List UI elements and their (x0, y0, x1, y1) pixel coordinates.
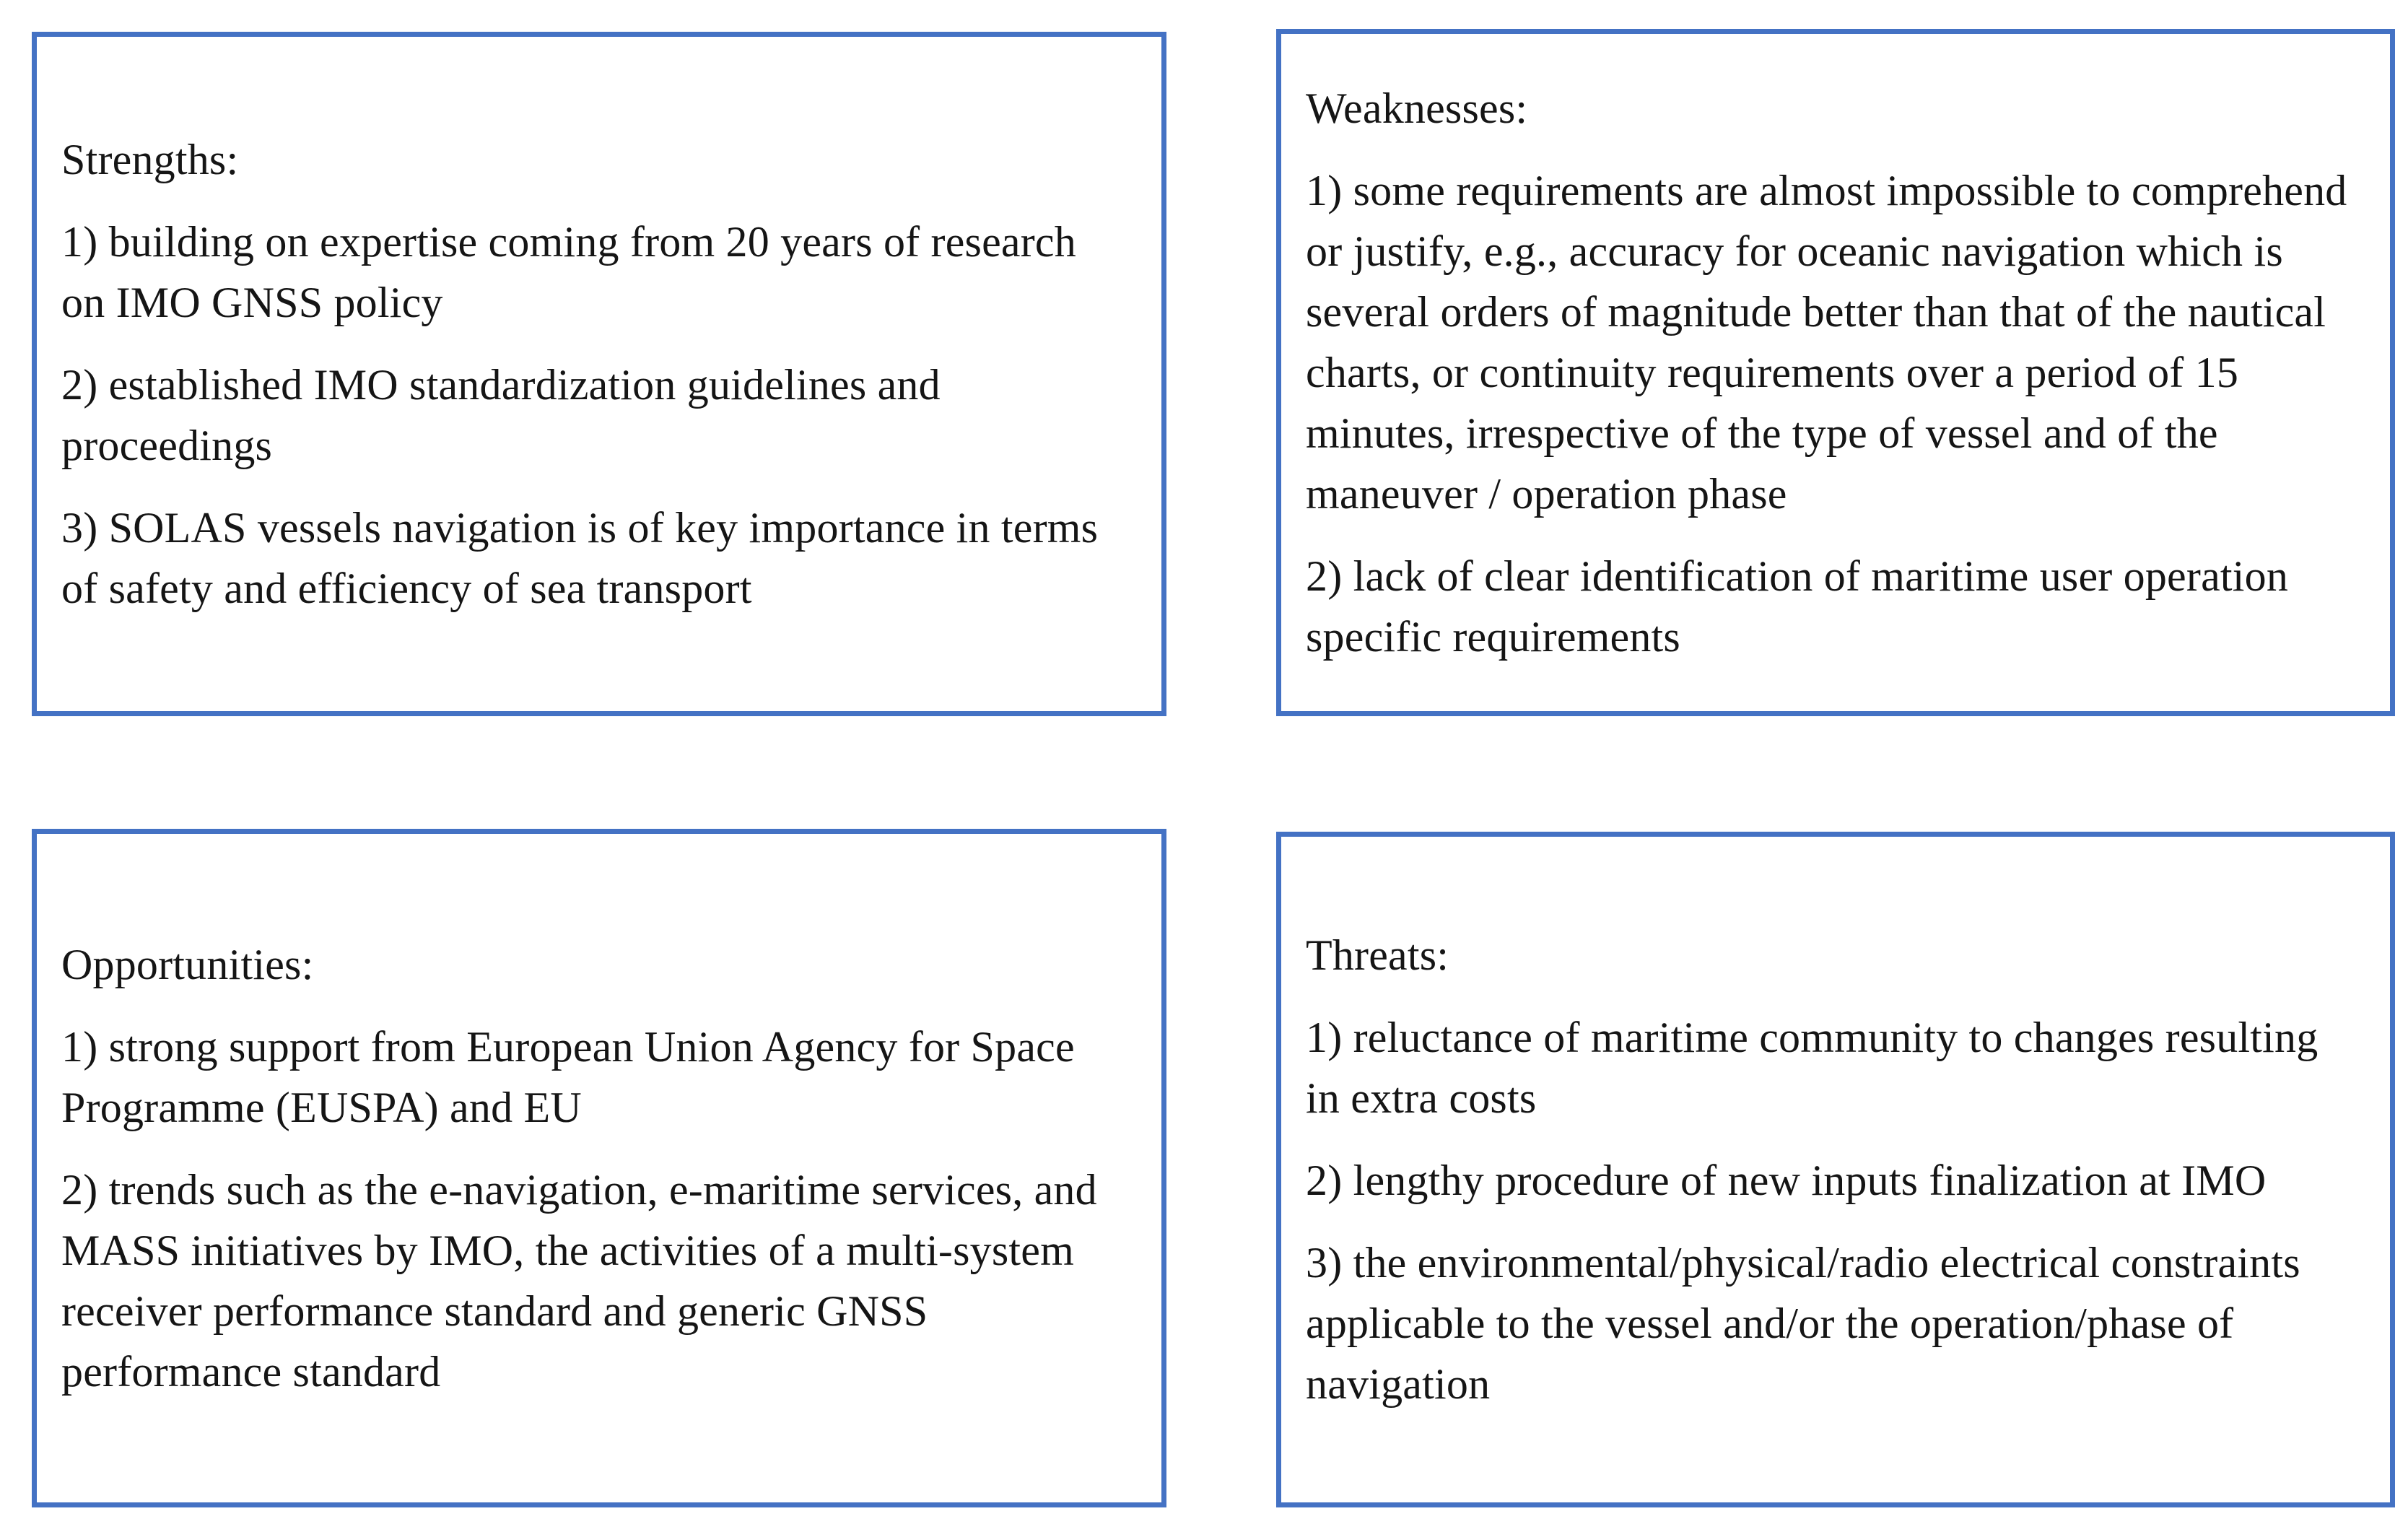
weaknesses-title: Weaknesses: (1306, 84, 1528, 132)
weaknesses-item-1: 1) some requirements are almost impossible to comprehend or justify, e.g., accuracy for oceanic navigation which is several orders of magnitude better than that of the nautical charts, or continuity requirements over a period of 15 minutes, irrespective of the type of vessel and of the maneuver / operation phase (1306, 167, 2347, 518)
opportunities-item-1: 1) strong support from European Union Agency for Space Programme (EUSPA) and EU (61, 1023, 1075, 1131)
strengths-item-3: 3) SOLAS vessels navigation is of key importance in terms of safety and efficiency of sea transport (61, 504, 1099, 612)
threats-item-1: 1) reluctance of maritime community to changes resulting in extra costs (1306, 1014, 2318, 1122)
threats-title: Threats: (1306, 931, 1449, 979)
weaknesses-item-2: 2) lack of clear identification of maritime user operation specific requirements (1306, 552, 2289, 661)
weaknesses-box (1276, 29, 2395, 716)
strengths-item-2: 2) established IMO standardization guidelines and proceedings (61, 361, 941, 469)
opportunities-title: Opportunities: (61, 941, 314, 988)
threats-item-3: 3) the environmental/physical/radio electrical constraints applicable to the vessel and/or the operation/phase of navigation (1306, 1239, 2300, 1408)
opportunities-item-2: 2) trends such as the e-navigation, e-maritime services, and MASS initiatives by IMO, the activities of a multi-system receiver performance standard and generic GNSS performance standard (61, 1166, 1097, 1396)
strengths-title: Strengths: (61, 136, 239, 183)
strengths-box (32, 32, 1166, 716)
threats-item-2: 2) lengthy procedure of new inputs finalization at IMO (1306, 1157, 2267, 1204)
opportunities-box (32, 829, 1166, 1507)
strengths-item-1: 1) building on expertise coming from 20 years of research on IMO GNSS policy (61, 218, 1076, 326)
threats-box (1276, 832, 2395, 1507)
